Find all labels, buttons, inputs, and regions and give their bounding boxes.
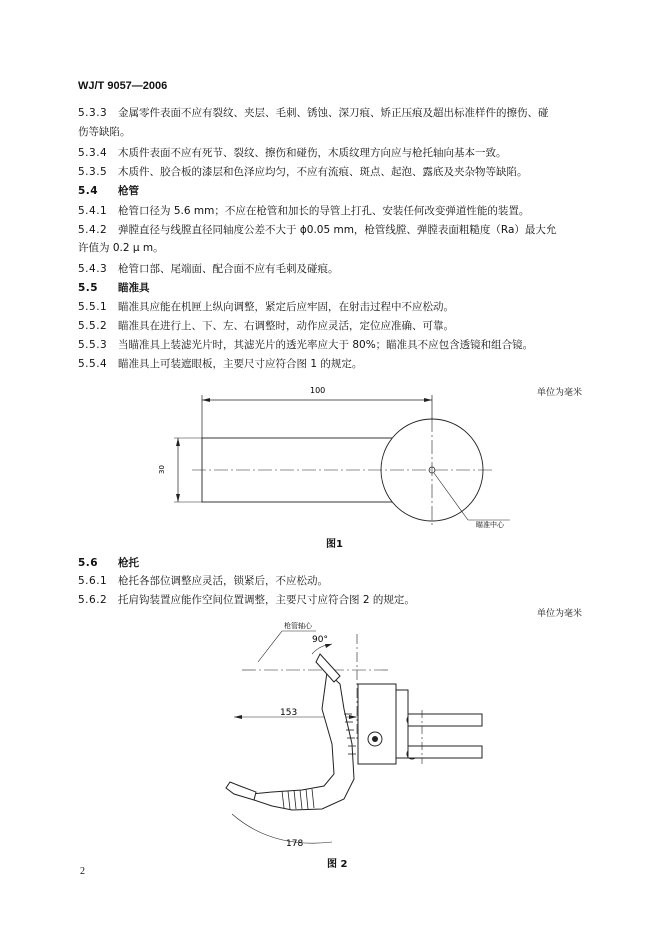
clause-5-6-2 [78,593,415,607]
clause-number: 5.4.2 [78,224,108,236]
clause-text: 木质件表面不应有死节、裂纹、擦伤和碰伤，木质纹理方向应与枪托轴向基本一致。 [118,147,507,159]
clause-5-3-3-continued: 伤等缺陷。 [78,126,131,138]
clause-number: 5.6.2 [78,594,108,606]
figure2-axis-label: 枪管轴心 [284,622,312,630]
section-number: 5.6 [78,557,99,569]
section-5-6-heading [78,556,139,570]
figure2-angle-label: 90° [312,635,328,645]
clause-text: 枪管口部、尾端面、配合面不应有毛刺及碰痕。 [118,263,339,275]
clause-text: 枪托各部位调整应灵活，锁紧后，不应松动。 [118,575,328,587]
section-title: 枪托 [118,557,139,569]
clause-5-3-4 [78,146,507,160]
figure1-caption: 图1 [326,539,343,550]
clause-number: 5.5.3 [78,339,108,351]
clause-text: 托肩钩装置应能作空间位置调整，主要尺寸应符合图 2 的规定。 [118,594,415,606]
figure2-caption: 图 2 [327,859,348,870]
clause-text: 瞄准具在进行上、下、左、右调整时，动作应灵活，定位应准确、可靠。 [118,320,454,332]
clause-number: 5.3.4 [78,147,108,159]
section-5-4-heading [78,184,139,198]
clause-text: 弹膛直径与线膛直径同轴度公差不大于 ϕ0.05 mm，枪管线膛、弹膛表面粗糙度（Ra）最大允 [118,224,557,236]
clause-number: 5.4.1 [78,205,108,217]
figure1-unit-note: 单位为毫米 [537,388,583,398]
figure2-butt-hook-drawing [212,614,502,854]
figure1-dim-height: 30 [158,465,166,474]
clause-5-3-3 [78,106,549,120]
figure1-dim-length: 100 [310,386,326,395]
clause-text: 枪管口径为 5.6 mm；不应在枪管和加长的导管上打孔、安装任何改变弹道性能的装置。 [118,205,530,217]
figure2-dim-a: 153 [280,708,298,718]
clause-number: 5.3.5 [78,166,108,178]
clause-number: 5.5.2 [78,320,108,332]
standard-header: WJ/T 9057—2006 [78,80,168,92]
clause-number: 5.6.1 [78,575,108,587]
section-title: 瞄准具 [118,282,150,294]
clause-5-4-2-continued: 许值为 0.2 μ m。 [78,242,164,254]
clause-number: 5.4.3 [78,263,108,275]
clause-text: 瞄准具上可装遮眼板，主要尺寸应符合图 1 的规定。 [118,358,363,370]
clause-5-5-4 [78,357,362,371]
clause-number: 5.5.1 [78,301,108,313]
clause-text: 瞄准具应能在机匣上纵向调整，紧定后应牢固，在射击过程中不应松动。 [118,301,454,313]
clause-5-4-2 [78,223,556,237]
clause-number: 5.3.3 [78,107,108,119]
section-number: 5.5 [78,282,99,294]
figure2-dim-b: 178 [286,839,304,849]
section-number: 5.4 [78,185,99,197]
clause-number: 5.5.4 [78,358,108,370]
clause-text: 木质件、胶合板的漆层和色泽应均匀，不应有流痕、斑点、起泡、露底及夹杂物等缺陷。 [118,166,528,178]
clause-5-5-1 [78,300,454,314]
figure1-center-label: 瞄准中心 [476,521,504,529]
page-number: 2 [80,866,85,877]
clause-5-6-1 [78,574,328,588]
clause-5-4-3 [78,262,339,276]
figure1-eyeshade-drawing [150,378,510,538]
clause-5-5-3 [78,338,533,352]
figure2-unit-note: 单位为毫米 [537,609,583,619]
section-5-5-heading [78,281,150,295]
clause-5-5-2 [78,319,454,333]
section-title: 枪管 [118,185,139,197]
clause-5-3-5 [78,165,528,179]
clause-text: 金属零件表面不应有裂纹、夹层、毛刺、锈蚀、深刀痕、矫正压痕及超出标准样件的擦伤、碰 [118,107,549,119]
clause-text: 当瞄准具上装滤光片时，其滤光片的透光率应大于 80%；瞄准具不应包含透镜和组合镜。 [118,339,534,351]
clause-5-4-1 [78,204,529,218]
